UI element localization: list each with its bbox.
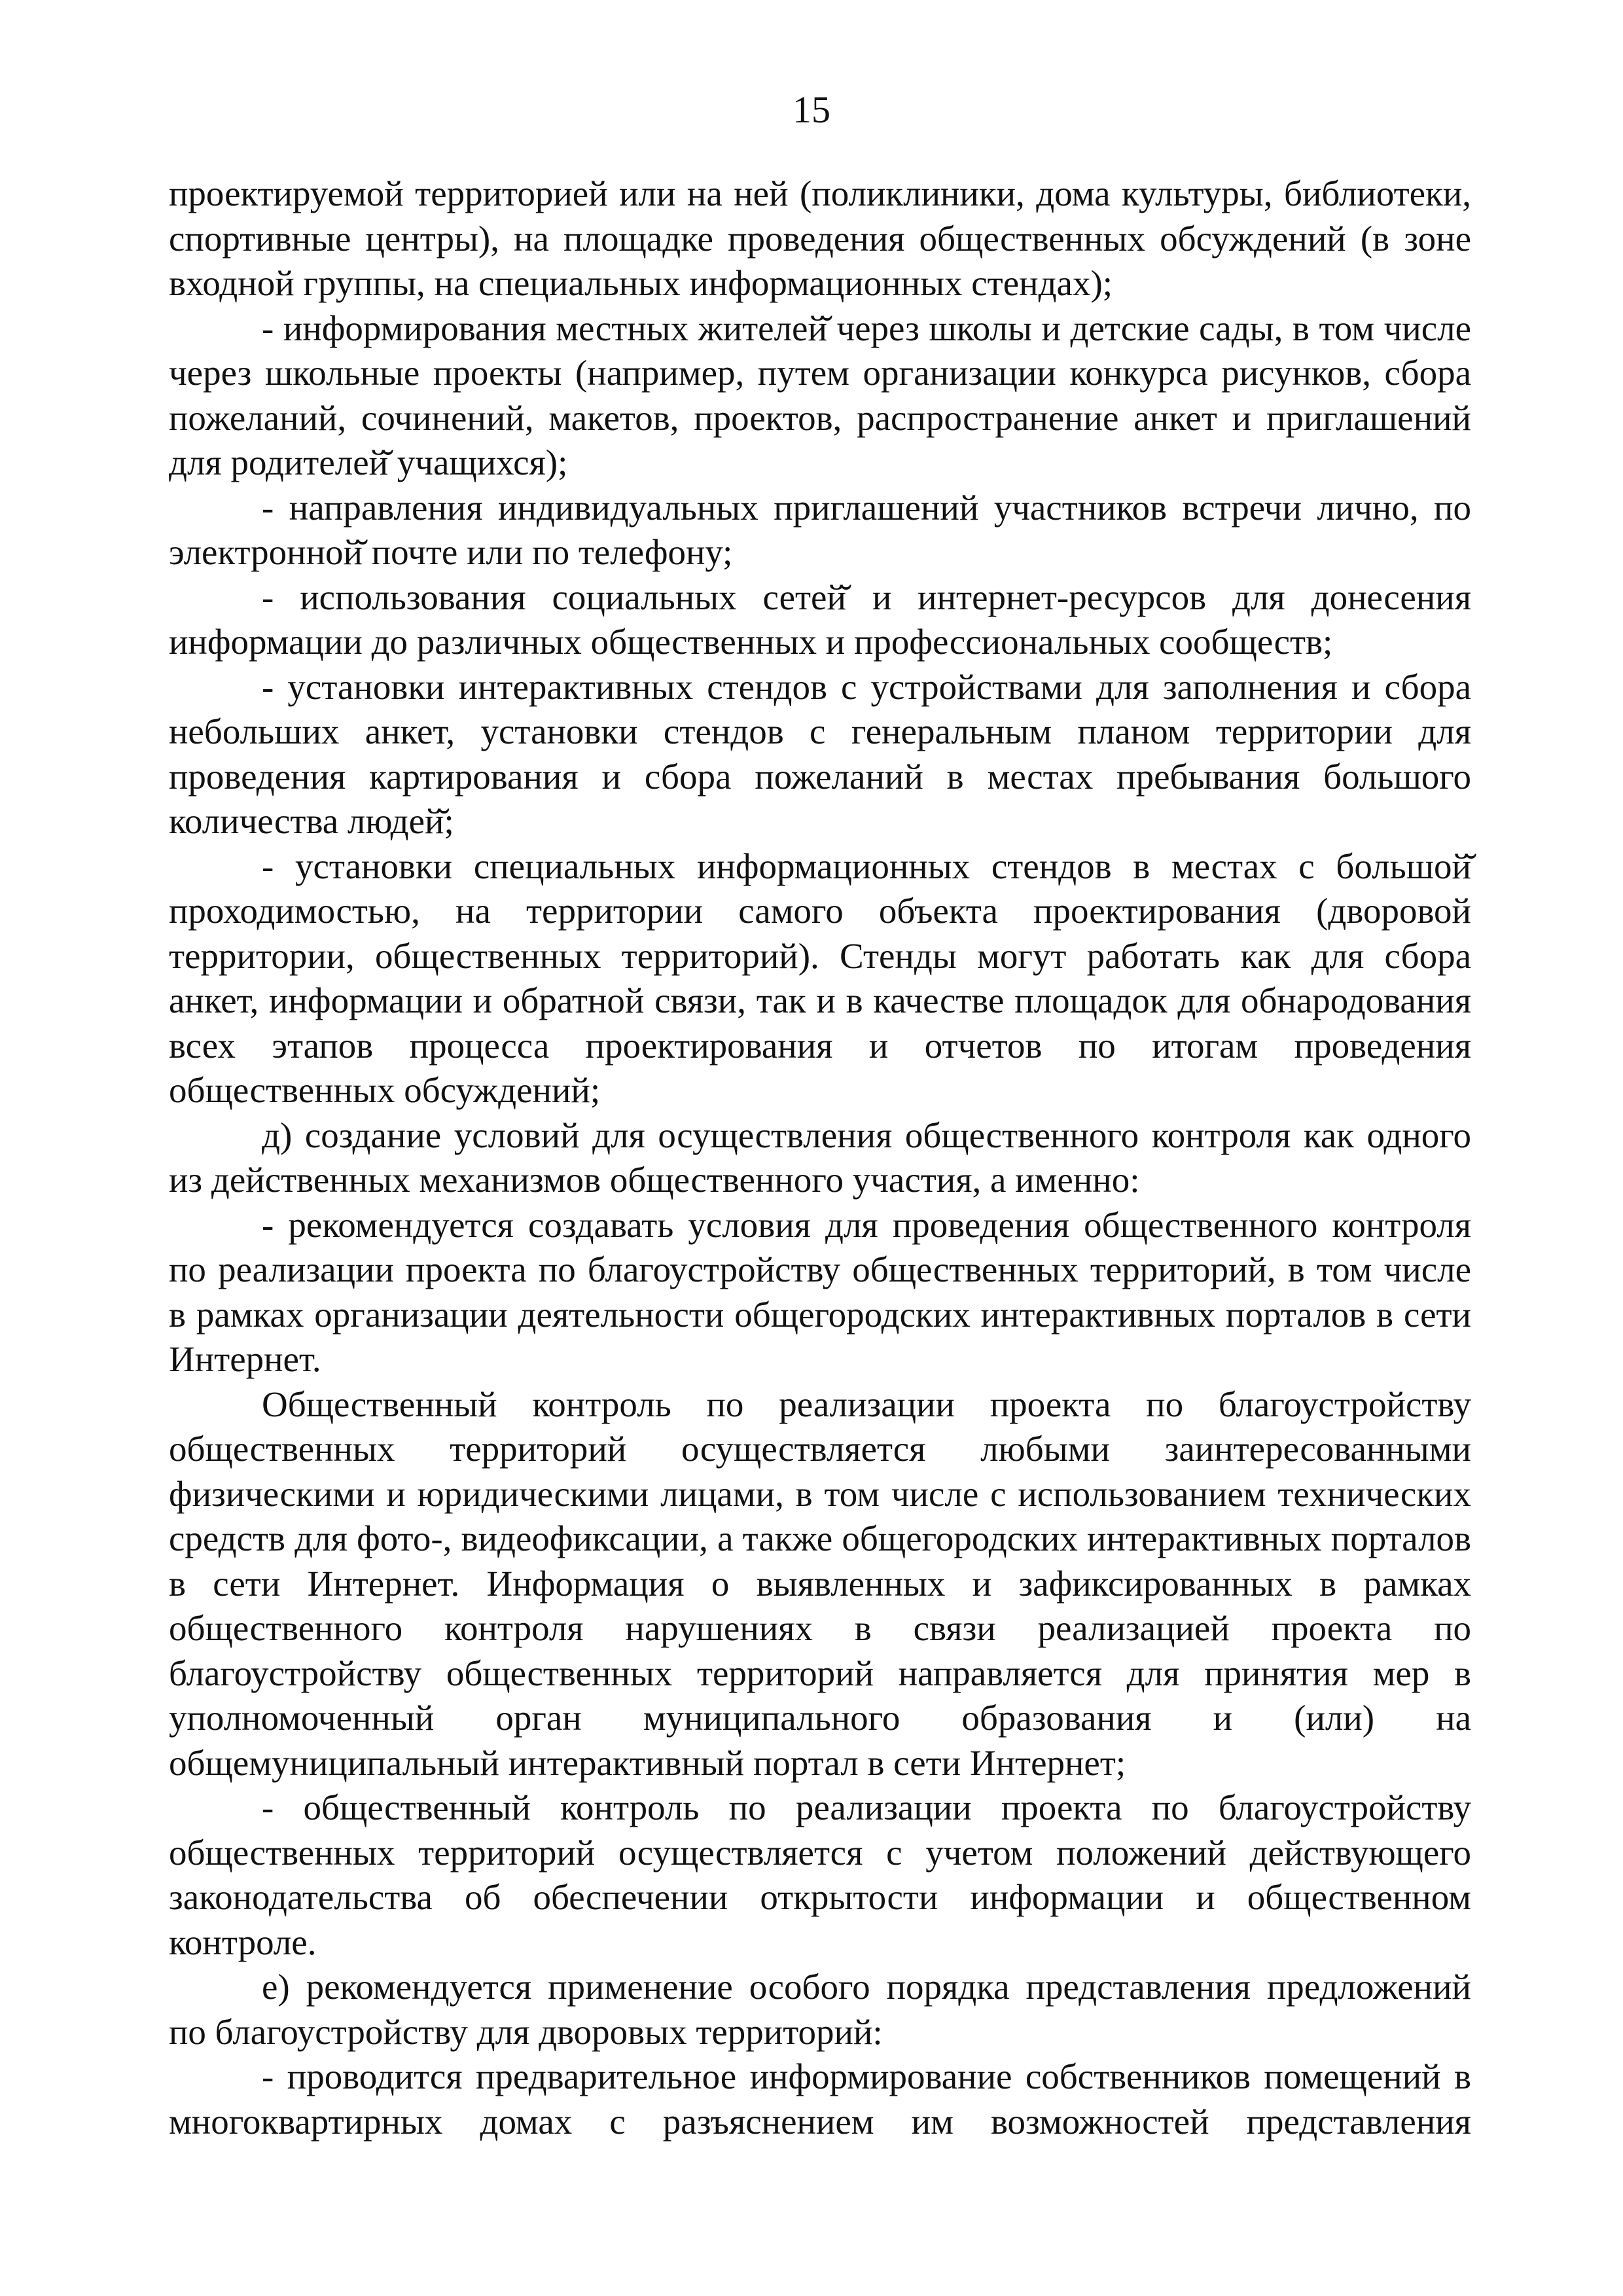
list-item-create-control-conditions: - рекомендуется создавать условия для проведения общественного контроля по реализации проекта по благоустройству общественных территорий, в том числе в рамках организации деятельности общегородских интерактивных порталов в сети Интернет. [169, 1204, 1471, 1379]
list-item-interactive-stands: - установки интерактивных стендов с устройствами для заполнения и сбора небольших анкет, установки стендов с генеральным планом территории для проведения картирования и сбора пожеланий в местах пребывания большого количества людей̆; [169, 666, 1471, 841]
list-item-information-stands: - установки специальных информационных стендов в местах с большой̆ проходимостью, на территории самого объекта проектирования (дворовой территории, общественных территорий). Стенды могут работать как для сбора анкет, информации и обратной связи, так и в качестве площадок для обнародования всех этапов процесса проектирования и отчетов по итогам проведения общественных обсуждений; [169, 846, 1471, 1110]
list-item-preliminary-informing: - проводится предварительное информирование собственников помещений в многоквартирных домах с разъяснением им возможностей представления [169, 2056, 1471, 2142]
list-item-informing-residents: - информирования местных жителей̆ через школы и детские сады, в том числе через школьные проекты (например, путем организации конкурса рисунков, сбора пожеланий, сочинений, макетов, проектов, распространение анкет и приглашений для родителей̆ учащихся); [169, 308, 1471, 482]
list-item-social-networks: - использования социальных сетей̆ и интернет-ресурсов для донесения информации до различных общественных и профессиональных сообществ; [169, 577, 1471, 662]
list-item-individual-invitations: - направления индивидуальных приглашений участников встречи лично, по электронной̆ почте или по телефону; [169, 487, 1471, 572]
paragraph-public-control-conditions: д) создание условий для осуществления общественного контроля как одного из действенных механизмов общественного участия, а именно: [169, 1115, 1471, 1200]
paragraph-continuation: проектируемой территорией или на ней (поликлиники, дома культуры, библиотеки, спортивные центры), на площадке проведения общественных обсуждений (в зоне входной группы, на специальных информационных стендах); [169, 173, 1471, 303]
document-body [169, 171, 1471, 2144]
paragraph-special-procedure: е) рекомендуется применение особого порядка представления предложений по благоустройству для дворовых территорий: [169, 1967, 1471, 2052]
page-number: 15 [793, 88, 830, 131]
list-item-legislation: - общественный контроль по реализации проекта по благоустройству общественных территорий осуществляется с учетом положений действующего законодательства об обеспечении открытости информации и общественном контроле. [169, 1787, 1471, 1962]
paragraph-public-control-description: Общественный контроль по реализации проекта по благоустройству общественных территорий осуществляется любыми заинтересованными физическими и юридическими лицами, в том числе с использованием технических средств для фото-, видеофиксации, а также общегородских интерактивных порталов в сети Интернет. Информация о выявленных и зафиксированных в рамках общественного контроля нарушениях в связи реализацией проекта по благоустройству общественных территорий направляется для принятия мер в уполномоченный орган муниципального образования и (или) на общемуниципальный интерактивный портал в сети Интернет; [169, 1384, 1471, 1783]
